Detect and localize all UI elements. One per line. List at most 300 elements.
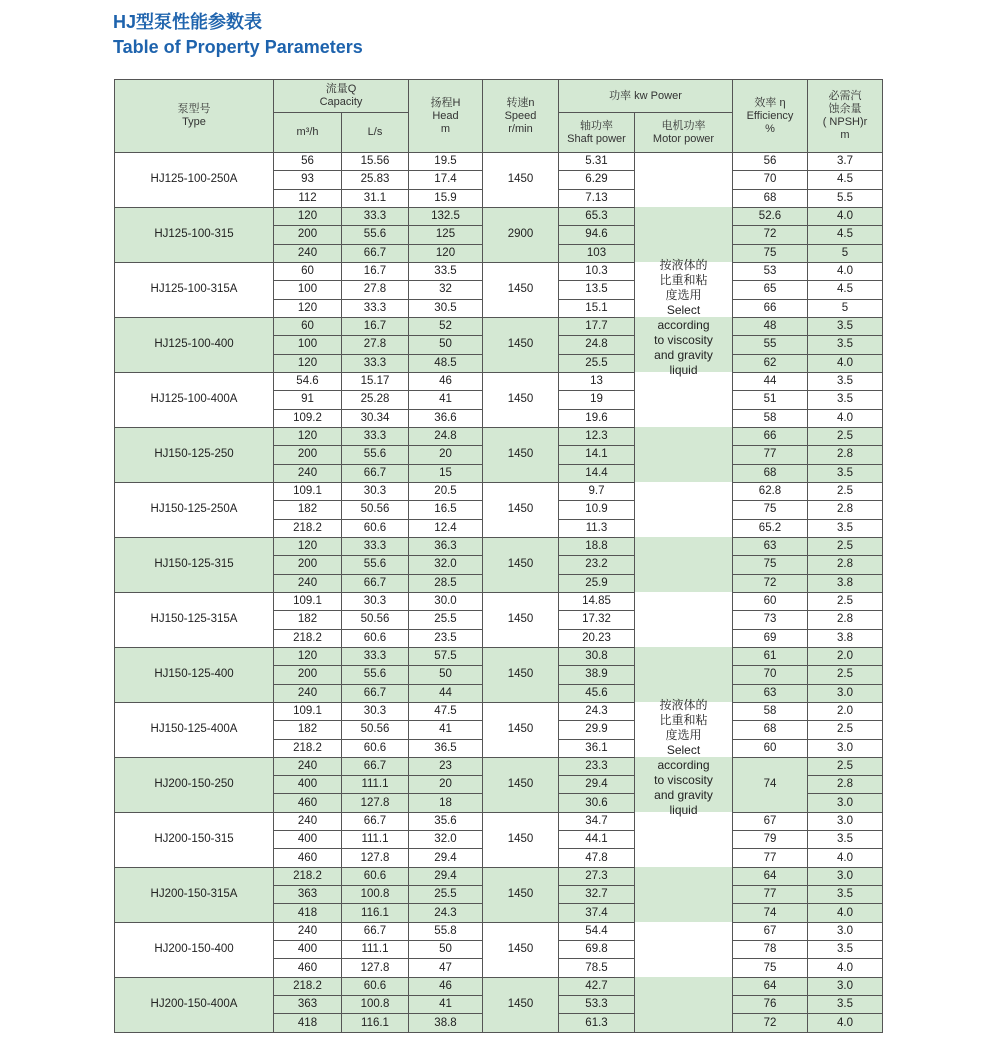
shaft-power-cell: 17.7: [559, 317, 635, 335]
capacity-m3h-cell: 112: [274, 189, 342, 207]
speed-cell: 1450: [483, 482, 559, 537]
motor-note-line: according: [657, 758, 710, 773]
efficiency-cell: 77: [733, 849, 808, 867]
capacity-ls-cell: 55.6: [342, 446, 409, 464]
table-row: [115, 537, 883, 555]
motor-power-cell: [635, 226, 733, 244]
shaft-power-cell: 69.8: [559, 941, 635, 959]
pump-type-cell: HJ200-150-250: [115, 757, 274, 812]
head-cell: 50: [409, 941, 483, 959]
capacity-m3h-cell: 460: [274, 849, 342, 867]
shaft-power-cell: 103: [559, 244, 635, 262]
head-cell: 32.0: [409, 556, 483, 574]
head-cell: 25.5: [409, 611, 483, 629]
head-cell: 30.0: [409, 592, 483, 610]
shaft-power-cell: 15.1: [559, 299, 635, 317]
efficiency-cell: 65.2: [733, 519, 808, 537]
pump-type-cell: HJ125-100-400: [115, 317, 274, 372]
head-cell: 15.9: [409, 189, 483, 207]
header-power: 功率 kw Power: [559, 80, 733, 113]
motor-note-line: and gravity: [654, 788, 713, 803]
capacity-ls-cell: 66.7: [342, 812, 409, 830]
capacity-ls-cell: 66.7: [342, 684, 409, 702]
npsh-cell: 4.0: [808, 849, 883, 867]
pump-type-cell: HJ150-125-315: [115, 537, 274, 592]
capacity-ls-cell: 50.56: [342, 501, 409, 519]
head-cell: 35.6: [409, 812, 483, 830]
npsh-cell: 2.5: [808, 592, 883, 610]
capacity-ls-cell: 111.1: [342, 831, 409, 849]
efficiency-cell: 60: [733, 592, 808, 610]
head-cell: 15: [409, 464, 483, 482]
head-cell: 55.8: [409, 922, 483, 940]
pump-type-cell: HJ125-100-400A: [115, 372, 274, 427]
efficiency-cell: 69: [733, 629, 808, 647]
head-cell: 132.5: [409, 207, 483, 225]
head-cell: 24.3: [409, 904, 483, 922]
shaft-power-cell: 61.3: [559, 1014, 635, 1032]
capacity-ls-cell: 100.8: [342, 996, 409, 1014]
pump-type-cell: HJ150-125-250: [115, 427, 274, 482]
motor-note-line: 度选用: [665, 728, 702, 743]
shaft-power-cell: 30.8: [559, 647, 635, 665]
head-cell: 20: [409, 776, 483, 794]
table-row: [115, 922, 883, 940]
shaft-power-cell: 13: [559, 372, 635, 390]
shaft-power-cell: 24.3: [559, 702, 635, 720]
npsh-cell: 2.0: [808, 702, 883, 720]
npsh-cell: 3.0: [808, 977, 883, 995]
capacity-ls-cell: 55.6: [342, 666, 409, 684]
npsh-cell: 3.0: [808, 867, 883, 885]
capacity-m3h-cell: 240: [274, 812, 342, 830]
capacity-ls-cell: 55.6: [342, 226, 409, 244]
head-cell: 41: [409, 996, 483, 1014]
capacity-m3h-cell: 240: [274, 922, 342, 940]
shaft-power-cell: 10.3: [559, 262, 635, 280]
capacity-m3h-cell: 240: [274, 684, 342, 702]
head-cell: 57.5: [409, 647, 483, 665]
npsh-cell: 3.5: [808, 317, 883, 335]
shaft-power-cell: 25.5: [559, 354, 635, 372]
capacity-m3h-cell: 120: [274, 207, 342, 225]
shaft-power-cell: 19.6: [559, 409, 635, 427]
head-cell: 23: [409, 757, 483, 775]
capacity-ls-cell: 66.7: [342, 464, 409, 482]
motor-power-cell: [635, 464, 733, 482]
shaft-power-cell: 32.7: [559, 886, 635, 904]
table-row: [115, 262, 883, 280]
npsh-cell: 5: [808, 244, 883, 262]
efficiency-cell: 56: [733, 153, 808, 171]
shaft-power-cell: 54.4: [559, 922, 635, 940]
motor-power-cell: [635, 977, 733, 995]
capacity-ls-cell: 111.1: [342, 776, 409, 794]
capacity-m3h-cell: 218.2: [274, 629, 342, 647]
efficiency-cell: 66: [733, 427, 808, 445]
pump-type-cell: HJ125-100-315A: [115, 262, 274, 317]
capacity-ls-cell: 25.83: [342, 171, 409, 189]
npsh-cell: 3.5: [808, 391, 883, 409]
speed-cell: 1450: [483, 757, 559, 812]
table-row: [115, 427, 883, 445]
shaft-power-cell: 65.3: [559, 207, 635, 225]
efficiency-cell: 75: [733, 244, 808, 262]
efficiency-cell: 77: [733, 446, 808, 464]
head-cell: 50: [409, 336, 483, 354]
shaft-power-cell: 17.32: [559, 611, 635, 629]
npsh-cell: 4.0: [808, 207, 883, 225]
efficiency-cell: 52.6: [733, 207, 808, 225]
efficiency-cell: 53: [733, 262, 808, 280]
capacity-m3h-cell: 109.1: [274, 592, 342, 610]
head-cell: 17.4: [409, 171, 483, 189]
npsh-cell: 3.0: [808, 922, 883, 940]
motor-note-line: Select: [666, 303, 701, 318]
head-cell: 16.5: [409, 501, 483, 519]
npsh-cell: 3.5: [808, 831, 883, 849]
header-unit-m3h: m³/h: [274, 113, 342, 153]
header-unit-ls: L/s: [342, 113, 409, 153]
npsh-cell: 2.5: [808, 757, 883, 775]
motor-power-cell: [635, 519, 733, 537]
shaft-power-cell: 11.3: [559, 519, 635, 537]
head-cell: 29.4: [409, 849, 483, 867]
shaft-power-cell: 38.9: [559, 666, 635, 684]
shaft-power-cell: 19: [559, 391, 635, 409]
npsh-cell: 3.5: [808, 464, 883, 482]
motor-power-cell: [635, 427, 733, 445]
capacity-m3h-cell: 363: [274, 886, 342, 904]
capacity-ls-cell: 16.7: [342, 317, 409, 335]
npsh-cell: 2.5: [808, 721, 883, 739]
capacity-ls-cell: 66.7: [342, 244, 409, 262]
motor-power-cell: [635, 904, 733, 922]
header-type: 泵型号 Type: [115, 80, 274, 153]
efficiency-cell: 63: [733, 684, 808, 702]
capacity-ls-cell: 15.56: [342, 153, 409, 171]
efficiency-cell: 75: [733, 501, 808, 519]
head-cell: 47.5: [409, 702, 483, 720]
capacity-m3h-cell: 240: [274, 757, 342, 775]
npsh-cell: 4.5: [808, 171, 883, 189]
motor-power-cell: [635, 537, 733, 555]
efficiency-cell: 61: [733, 647, 808, 665]
speed-cell: 1450: [483, 922, 559, 977]
page-title-en: Table of Property Parameters: [113, 37, 363, 57]
head-cell: 48.5: [409, 354, 483, 372]
capacity-ls-cell: 66.7: [342, 574, 409, 592]
capacity-m3h-cell: 182: [274, 611, 342, 629]
capacity-ls-cell: 30.3: [342, 592, 409, 610]
motor-note-line: to viscosity: [654, 773, 713, 788]
capacity-m3h-cell: 200: [274, 666, 342, 684]
capacity-ls-cell: 100.8: [342, 886, 409, 904]
header-motor-power: 电机功率 Motor power: [635, 113, 733, 153]
npsh-cell: 2.8: [808, 611, 883, 629]
capacity-ls-cell: 31.1: [342, 189, 409, 207]
header-speed: 转速n Speed r/min: [483, 80, 559, 153]
motor-note-line: 比重和粘: [659, 713, 708, 728]
shaft-power-cell: 29.9: [559, 721, 635, 739]
npsh-cell: 4.5: [808, 226, 883, 244]
efficiency-cell: 51: [733, 391, 808, 409]
speed-cell: 1450: [483, 372, 559, 427]
shaft-power-cell: 42.7: [559, 977, 635, 995]
pump-type-cell: HJ200-150-400: [115, 922, 274, 977]
efficiency-cell: 72: [733, 226, 808, 244]
efficiency-cell: 74: [733, 757, 808, 812]
efficiency-cell: 77: [733, 886, 808, 904]
motor-power-cell: [635, 153, 733, 171]
capacity-m3h-cell: 400: [274, 831, 342, 849]
npsh-cell: 2.0: [808, 647, 883, 665]
npsh-cell: 3.0: [808, 739, 883, 757]
npsh-cell: 2.8: [808, 556, 883, 574]
table-row: [115, 592, 883, 610]
head-cell: 12.4: [409, 519, 483, 537]
capacity-m3h-cell: 460: [274, 959, 342, 977]
motor-note-line: liquid: [669, 363, 698, 378]
capacity-m3h-cell: 109.1: [274, 482, 342, 500]
head-cell: 120: [409, 244, 483, 262]
npsh-cell: 5: [808, 299, 883, 317]
table-row: [115, 482, 883, 500]
efficiency-cell: 63: [733, 537, 808, 555]
motor-note-line: to viscosity: [654, 333, 713, 348]
shaft-power-cell: 53.3: [559, 996, 635, 1014]
motor-power-cell: [635, 849, 733, 867]
motor-power-cell: [635, 207, 733, 225]
speed-cell: 1450: [483, 317, 559, 372]
table-row: [115, 702, 883, 720]
capacity-ls-cell: 30.34: [342, 409, 409, 427]
head-cell: 19.5: [409, 153, 483, 171]
speed-cell: 1450: [483, 592, 559, 647]
motor-power-cell: [635, 391, 733, 409]
head-cell: 50: [409, 666, 483, 684]
efficiency-cell: 70: [733, 171, 808, 189]
page-title-cn: HJ型泵性能参数表: [113, 12, 263, 32]
capacity-ls-cell: 66.7: [342, 922, 409, 940]
table-body: [115, 153, 883, 1033]
npsh-cell: 3.0: [808, 684, 883, 702]
efficiency-cell: 55: [733, 336, 808, 354]
shaft-power-cell: 7.13: [559, 189, 635, 207]
capacity-m3h-cell: 56: [274, 153, 342, 171]
efficiency-cell: 72: [733, 1014, 808, 1032]
npsh-cell: 2.5: [808, 482, 883, 500]
efficiency-cell: 64: [733, 977, 808, 995]
speed-cell: 1450: [483, 153, 559, 208]
capacity-ls-cell: 33.3: [342, 299, 409, 317]
head-cell: 41: [409, 721, 483, 739]
shaft-power-cell: 44.1: [559, 831, 635, 849]
header-head: 扬程H Head m: [409, 80, 483, 153]
motor-power-cell: [635, 574, 733, 592]
capacity-m3h-cell: 218.2: [274, 519, 342, 537]
head-cell: 44: [409, 684, 483, 702]
header-efficiency: 效率 η Efficiency %: [733, 80, 808, 153]
capacity-ls-cell: 111.1: [342, 941, 409, 959]
pump-type-cell: HJ125-100-250A: [115, 153, 274, 208]
table-row: [115, 207, 883, 225]
capacity-m3h-cell: 109.2: [274, 409, 342, 427]
head-cell: 36.3: [409, 537, 483, 555]
header-capacity: 流量Q Capacity: [274, 80, 409, 113]
capacity-ls-cell: 33.3: [342, 354, 409, 372]
capacity-ls-cell: 127.8: [342, 959, 409, 977]
capacity-m3h-cell: 218.2: [274, 739, 342, 757]
motor-power-note: [635, 698, 733, 818]
capacity-m3h-cell: 182: [274, 501, 342, 519]
capacity-ls-cell: 15.17: [342, 372, 409, 390]
efficiency-cell: 74: [733, 904, 808, 922]
shaft-power-cell: 78.5: [559, 959, 635, 977]
capacity-ls-cell: 33.3: [342, 207, 409, 225]
efficiency-cell: 75: [733, 556, 808, 574]
pump-type-cell: HJ150-125-400A: [115, 702, 274, 757]
motor-power-cell: [635, 629, 733, 647]
motor-note-line: Select: [666, 743, 701, 758]
head-cell: 41: [409, 391, 483, 409]
head-cell: 32: [409, 281, 483, 299]
efficiency-cell: 65: [733, 281, 808, 299]
npsh-cell: 3.5: [808, 941, 883, 959]
header-shaft-power: 轴功率 Shaft power: [559, 113, 635, 153]
capacity-ls-cell: 55.6: [342, 556, 409, 574]
npsh-cell: 4.0: [808, 262, 883, 280]
table-row: [115, 867, 883, 885]
speed-cell: 1450: [483, 702, 559, 757]
efficiency-cell: 79: [733, 831, 808, 849]
capacity-m3h-cell: 418: [274, 1014, 342, 1032]
pump-type-cell: HJ150-125-250A: [115, 482, 274, 537]
capacity-m3h-cell: 120: [274, 427, 342, 445]
head-cell: 36.5: [409, 739, 483, 757]
capacity-m3h-cell: 218.2: [274, 867, 342, 885]
efficiency-cell: 66: [733, 299, 808, 317]
npsh-cell: 2.8: [808, 776, 883, 794]
capacity-m3h-cell: 60: [274, 262, 342, 280]
table-row: [115, 372, 883, 390]
table-row: [115, 757, 883, 775]
shaft-power-cell: 13.5: [559, 281, 635, 299]
capacity-m3h-cell: 54.6: [274, 372, 342, 390]
capacity-ls-cell: 116.1: [342, 904, 409, 922]
efficiency-cell: 67: [733, 922, 808, 940]
npsh-cell: 2.5: [808, 427, 883, 445]
capacity-m3h-cell: 182: [274, 721, 342, 739]
efficiency-cell: 68: [733, 721, 808, 739]
motor-note-line: 比重和粘: [659, 273, 708, 288]
efficiency-cell: 62: [733, 354, 808, 372]
capacity-ls-cell: 60.6: [342, 867, 409, 885]
capacity-ls-cell: 33.3: [342, 537, 409, 555]
capacity-m3h-cell: 100: [274, 281, 342, 299]
motor-power-cell: [635, 867, 733, 885]
npsh-cell: 2.8: [808, 446, 883, 464]
speed-cell: 1450: [483, 427, 559, 482]
table-row: [115, 812, 883, 830]
shaft-power-cell: 30.6: [559, 794, 635, 812]
property-parameters-table: [114, 79, 883, 1033]
motor-power-cell: [635, 611, 733, 629]
shaft-power-cell: 47.8: [559, 849, 635, 867]
npsh-cell: 4.0: [808, 354, 883, 372]
head-cell: 18: [409, 794, 483, 812]
capacity-m3h-cell: 120: [274, 537, 342, 555]
capacity-m3h-cell: 363: [274, 996, 342, 1014]
capacity-m3h-cell: 93: [274, 171, 342, 189]
header-npsh: 必需汽 蚀余量 ( NPSH)r m: [808, 80, 883, 153]
capacity-m3h-cell: 120: [274, 299, 342, 317]
motor-note-line: 按液体的: [659, 258, 708, 273]
capacity-m3h-cell: 200: [274, 556, 342, 574]
capacity-m3h-cell: 460: [274, 794, 342, 812]
head-cell: 29.4: [409, 867, 483, 885]
speed-cell: 1450: [483, 812, 559, 867]
speed-cell: 1450: [483, 262, 559, 317]
npsh-cell: 3.5: [808, 372, 883, 390]
pump-type-cell: HJ200-150-315A: [115, 867, 274, 922]
shaft-power-cell: 34.7: [559, 812, 635, 830]
pump-type-cell: HJ150-125-400: [115, 647, 274, 702]
efficiency-cell: 58: [733, 409, 808, 427]
speed-cell: 1450: [483, 537, 559, 592]
npsh-cell: 3.7: [808, 153, 883, 171]
capacity-ls-cell: 50.56: [342, 611, 409, 629]
table-row: [115, 977, 883, 995]
capacity-m3h-cell: 418: [274, 904, 342, 922]
motor-note-line: 度选用: [665, 288, 702, 303]
capacity-ls-cell: 33.3: [342, 427, 409, 445]
npsh-cell: 4.5: [808, 281, 883, 299]
pump-type-cell: HJ125-100-315: [115, 207, 274, 262]
head-cell: 30.5: [409, 299, 483, 317]
shaft-power-cell: 36.1: [559, 739, 635, 757]
shaft-power-cell: 5.31: [559, 153, 635, 171]
head-cell: 24.8: [409, 427, 483, 445]
shaft-power-cell: 29.4: [559, 776, 635, 794]
capacity-m3h-cell: 91: [274, 391, 342, 409]
capacity-ls-cell: 127.8: [342, 794, 409, 812]
npsh-cell: 4.0: [808, 409, 883, 427]
head-cell: 23.5: [409, 629, 483, 647]
capacity-ls-cell: 30.3: [342, 702, 409, 720]
shaft-power-cell: 14.4: [559, 464, 635, 482]
capacity-m3h-cell: 109.1: [274, 702, 342, 720]
capacity-ls-cell: 33.3: [342, 647, 409, 665]
head-cell: 20: [409, 446, 483, 464]
motor-power-cell: [635, 666, 733, 684]
motor-note-line: liquid: [669, 803, 698, 818]
motor-power-cell: [635, 482, 733, 500]
motor-power-cell: [635, 171, 733, 189]
motor-power-cell: [635, 996, 733, 1014]
table-row: [115, 647, 883, 665]
shaft-power-cell: 23.3: [559, 757, 635, 775]
table-row: [115, 317, 883, 335]
motor-note-line: and gravity: [654, 348, 713, 363]
efficiency-cell: 75: [733, 959, 808, 977]
head-cell: 33.5: [409, 262, 483, 280]
capacity-m3h-cell: 240: [274, 464, 342, 482]
motor-note-line: 按液体的: [659, 698, 708, 713]
npsh-cell: 2.8: [808, 501, 883, 519]
npsh-cell: 2.5: [808, 537, 883, 555]
efficiency-cell: 68: [733, 189, 808, 207]
